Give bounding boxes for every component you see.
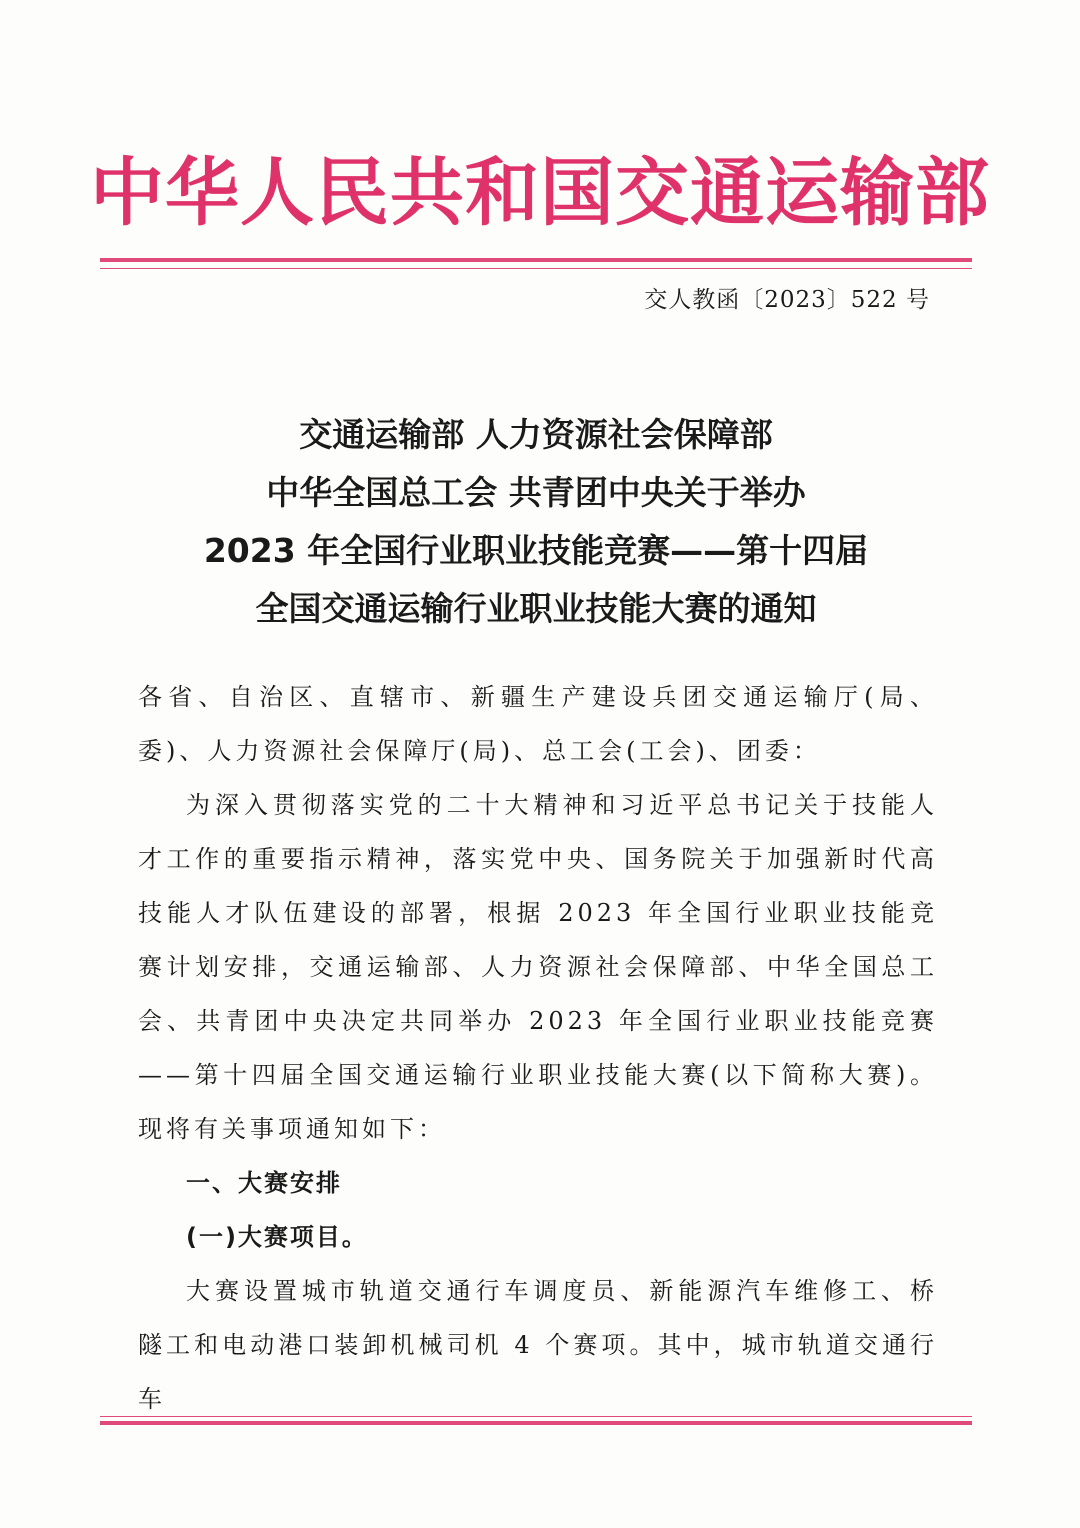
subsection-heading-events: (一)大赛项目。 <box>186 1223 368 1251</box>
document-body <box>138 670 938 1426</box>
paragraph-events: 大赛设置城市轨道交通行车调度员、新能源汽车维修工、桥隧工和电动港口装卸机械司机 4 个赛项。其中，城市轨道交通行车 <box>138 1277 938 1413</box>
title-line-1: 交通运输部 人力资源社会保障部 <box>299 415 773 454</box>
section-heading-arrangement: 一、大赛安排 <box>186 1169 342 1197</box>
salutation: 各省、自治区、直辖市、新疆生产建设兵团交通运输厅(局、委)、人力资源社会保障厅(局)、总工会(工会)、团委： <box>138 683 938 765</box>
document-number: 交人教函〔2023〕522 号 <box>644 287 930 313</box>
document-title <box>100 406 972 638</box>
title-line-2: 中华全国总工会 共青团中央关于举办 <box>266 473 806 512</box>
letterhead-rule-thin <box>100 268 972 269</box>
footer-rule-thin <box>100 1416 972 1417</box>
title-line-4: 全国交通运输行业职业技能大赛的通知 <box>255 589 817 628</box>
footer-rule-thick <box>100 1421 972 1425</box>
paragraph-intro: 为深入贯彻落实党的二十大精神和习近平总书记关于技能人才工作的重要指示精神，落实党中央、国务院关于加强新时代高技能人才队伍建设的部署，根据 2023 年全国行业职业技能竞赛计划安排，交通运输部、人力资源社会保障部、中华全国总工会、共青团中央决定共同举办 2023 年全国行业职业技能竞赛——第十四届全国交通运输行业职业技能大赛(以下简称大赛)。现将有关事项通知如下： <box>138 791 938 1143</box>
letterhead-title: 中华人民共和国交通运输部 <box>90 150 990 236</box>
title-line-3: 2023 年全国行业职业技能竞赛——第十四届 <box>203 531 869 570</box>
letterhead-rule-thick <box>100 258 972 262</box>
